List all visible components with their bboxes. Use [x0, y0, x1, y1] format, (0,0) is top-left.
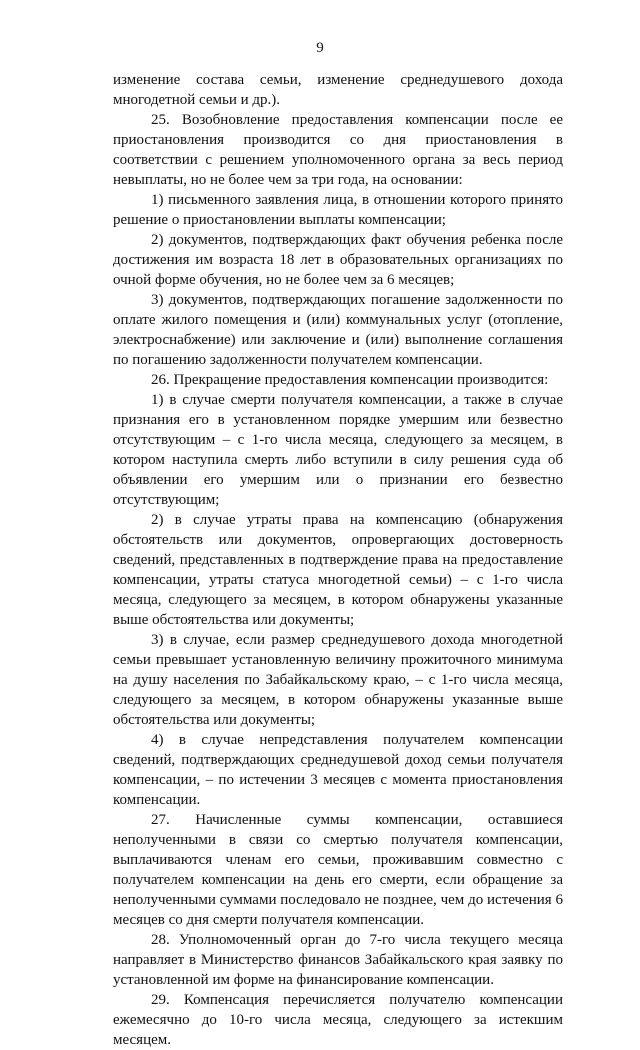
paragraph-26-item-2: 2) в случае утраты права на компенсацию (обнаружения обстоятельств или документов, опровергающих достоверность сведений, представленных в подтверждение права на предоставление компенсации, утраты статуса многодетной семьи) – с 1-го числа месяца, следующего за месяцем, в котором обнаружены указанные выше обстоятельства или документы;: [113, 512, 563, 628]
document-body: [113, 70, 563, 1050]
paragraph-26-item-1: 1) в случае смерти получателя компенсации, а также в случае признания его в установленном порядке умершим или безвестно отсутствующим – с 1-го числа месяца, следующего за месяцем, в котором наступила смерть либо вступили в силу решения суда об объявлении его умершим или о признании его безвестно отсутствующим;: [113, 392, 563, 508]
paragraph-28: 28. Уполномоченный орган до 7-го числа текущего месяца направляет в Министерство финансов Забайкальского края заявку по установленной им форме на финансирование компенсации.: [113, 932, 563, 988]
paragraph-29: 29. Компенсация перечисляется получателю компенсации ежемесячно до 10-го числа месяца, следующего за истекшим месяцем.: [113, 992, 563, 1048]
page-number: 9: [316, 40, 324, 56]
paragraph-25-item-3: 3) документов, подтверждающих погашение задолженности по оплате жилого помещения и (или) коммунальных услуг (отопление, электроснабжение) или заключение и (или) выполнение соглашения по погашению задолженности получателем компенсации.: [113, 292, 563, 368]
paragraph-27: 27. Начисленные суммы компенсации, оставшиеся неполученными в связи со смертью получателя компенсации, выплачиваются членам его семьи, проживавшим совместно с получателем компенсации на день его смерти, если обращение за неполученными суммами последовало не позднее, чем до истечения 6 месяцев со дня смерти получателя компенсации.: [113, 812, 563, 928]
paragraph-25: 25. Возобновление предоставления компенсации после ее приостановления производится со дня приостановления в соответствии с решением уполномоченного органа за весь период невыплаты, но не более чем за три года, на основании:: [113, 112, 563, 188]
paragraph-25-item-2: 2) документов, подтверждающих факт обучения ребенка после достижения им возраста 18 лет в образовательных организациях по очной форме обучения, но не более чем за 6 месяцев;: [113, 232, 563, 288]
paragraph-26-item-3: 3) в случае, если размер среднедушевого дохода многодетной семьи превышает установленную величину прожиточного минимума на душу населения по Забайкальскому краю, – с 1-го числа месяца, следующего за месяцем, в котором обнаружены указанные выше обстоятельства или документы;: [113, 632, 563, 728]
paragraph-25-item-1: 1) письменного заявления лица, в отношении которого принято решение о приостановлении выплаты компенсации;: [113, 192, 563, 228]
paragraph-26: 26. Прекращение предоставления компенсации производится:: [151, 372, 549, 388]
paragraph-continuation: изменение состава семьи, изменение среднедушевого дохода многодетной семьи и др.).: [113, 72, 563, 108]
paragraph-26-item-4: 4) в случае непредставления получателем компенсации сведений, подтверждающих среднедушевой доход семьи получателя компенсации, – по истечении 3 месяцев с момента приостановления компенсации.: [113, 732, 563, 808]
